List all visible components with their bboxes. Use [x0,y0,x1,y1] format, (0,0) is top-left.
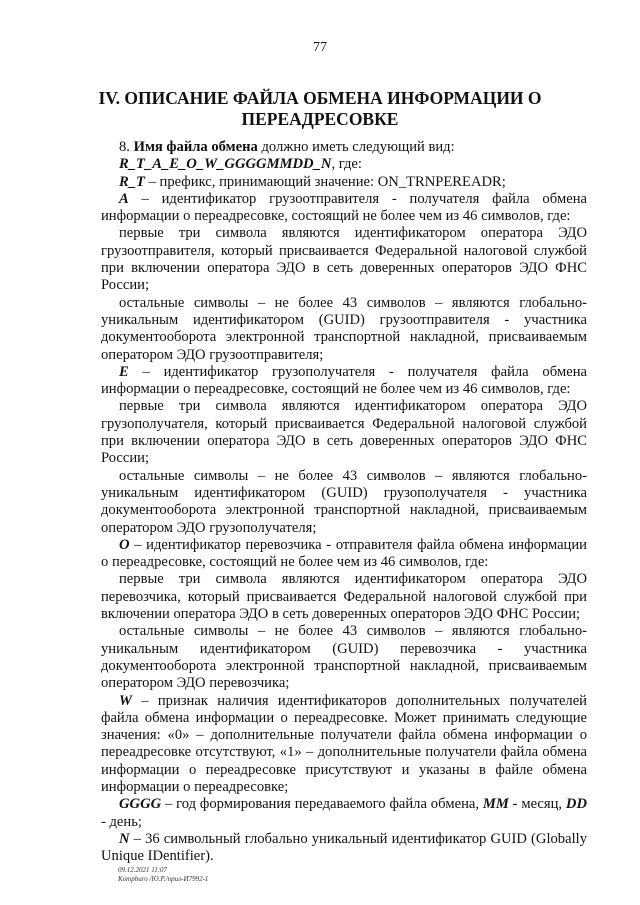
paragraph-shipper-rest-chars: остальные символы – не более 43 символов – являются глобально-уникальным идентификатором (GUID) грузоотправителя - участника документооборота электронной транспортной накладной, присваиваемым оператором ЭДО грузоотправителя; [101,294,587,363]
paragraph-prefix: R_T – префикс, принимающий значение: ON_TRNPEREADR; [119,173,506,190]
paragraph-consignee-first-chars: первые три символа являются идентификатором оператора ЭДО грузополучателя, который присваивается Федеральной налоговой службой при включении оператора ЭДО в сеть доверенных операторов ЭДО ФНС России; [101,398,587,467]
section-title [0,88,640,130]
page-number: 77 [313,40,327,55]
paragraph-shipper-first-chars: первые три символа являются идентификатором оператора ЭДО грузоотправителя, который присваивается Федеральной налоговой службой при включении оператора ЭДО в сеть доверенных операторов ЭДО ФНС России; [101,225,587,294]
section-title-line-2: ПЕРЕАДРЕСОВКЕ [241,109,399,129]
paragraph-carrier-rest-chars: остальные символы – не более 43 символов – являются глобально-уникальным идентификатором (GUID) перевозчика - участника документооборота электронной транспортной накладной, присваиваемым оператором ЭДО перевозчика; [101,623,587,692]
paragraph-date-parts: GGGG – год формирования передаваемого файла обмена, MM - месяц, DD - день; [101,796,588,830]
paragraph-carrier-first-chars: первые три символа являются идентификатором оператора ЭДО перевозчика, который присваивается Федеральной налоговой службой при включении оператора ЭДО в сеть доверенных операторов ЭДО ФНС России; [101,571,587,623]
footer-document-ref: Kompburo /Ю.Р./прил-И7992-1 [118,875,209,883]
paragraph-carrier-id: O – идентификатор перевозчика - отправителя файла обмена информации о переадресовке, состоящий не более чем из 46 символов, где: [101,536,587,571]
section-title-line-1: IV. ОПИСАНИЕ ФАЙЛА ОБМЕНА ИНФОРМАЦИИ О [98,88,542,108]
paragraph-additional-recipients: W – признак наличия идентификаторов дополнительных получателей файла обмена информации о переадресовке. Может принимать следующие значения: «0» – дополнительные получатели файла обмена информации о переадресовке отсутствуют, «1» – дополнительные получатели файла обмена информации о переадресовке присутствуют и указаны в файле обмена информации о переадресовке; [101,692,587,795]
paragraph-exchange-file-name: 8. Имя файла обмена должно иметь следующий вид: [119,139,455,155]
paragraph-consignee-rest-chars: остальные символы – не более 43 символов – являются глобально-уникальным идентификатором (GUID) грузополучателя - участника документооборота электронной транспортной накладной, присваиваемым оператором ЭДО грузополучателя; [101,467,587,536]
document-body [101,139,587,865]
paragraph-guid: N – 36 символьный глобально уникальный идентификатор GUID (Globally Unique IDentifier). [101,830,587,865]
paragraph-file-name-pattern: R_T_A_E_O_W_GGGGMMDD_N, где: [119,156,362,173]
paragraph-consignee-id: E – идентификатор грузополучателя - получателя файла обмена информации о переадресовке, состоящий не более чем из 46 символов, где: [101,363,587,398]
footer-stamp [118,866,208,884]
footer-timestamp: 09.12.2021 11:07 [118,866,168,874]
paragraph-shipper-id: A – идентификатор грузоотправителя - получателя файла обмена информации о переадресовке, состоящий не более чем из 46 символов, где: [101,190,587,225]
